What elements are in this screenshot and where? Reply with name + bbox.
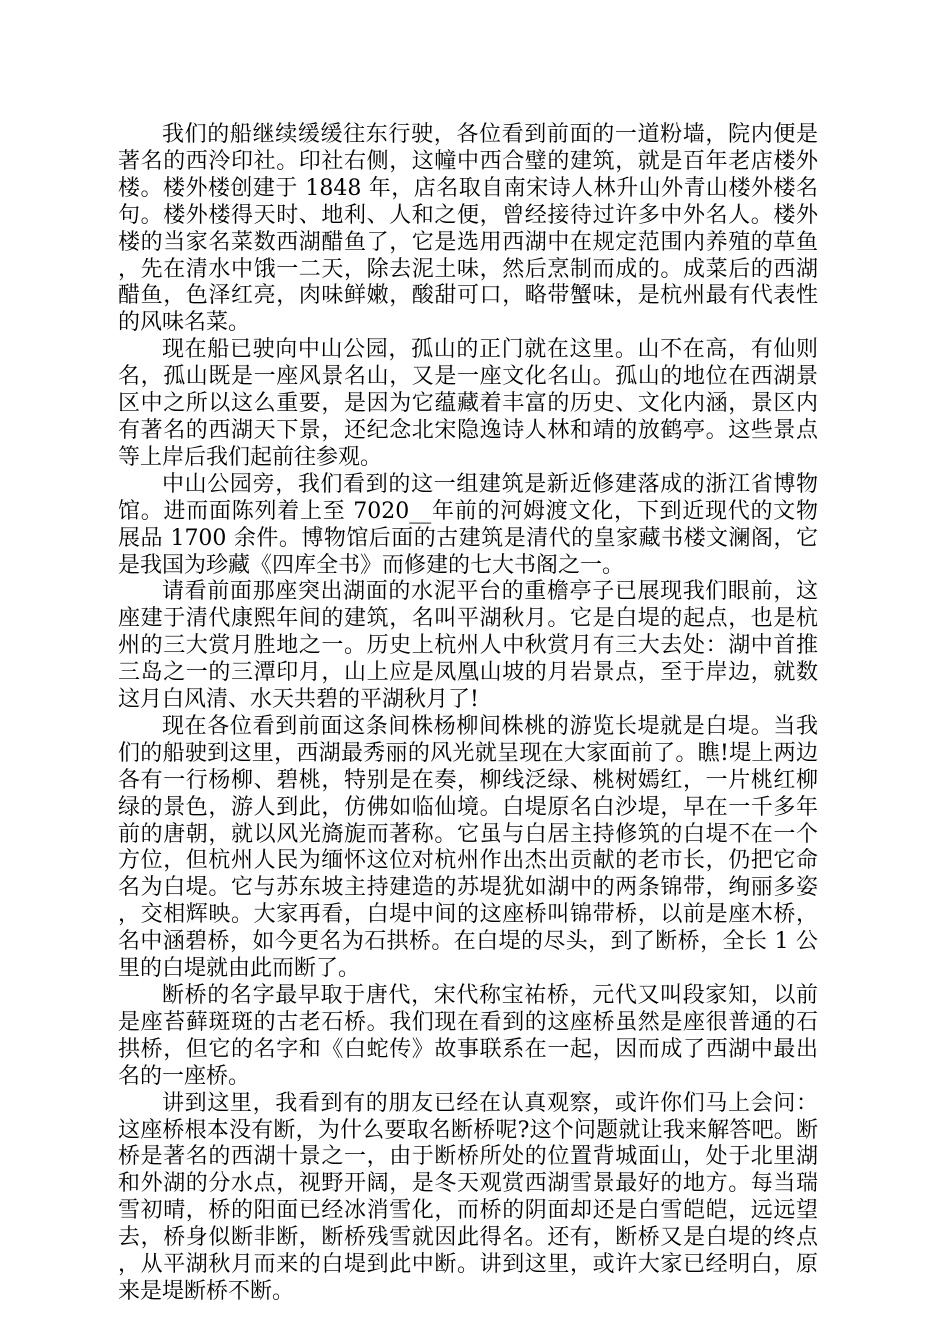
paragraph-pinghu-qiuyue: 请看前面那座突出湖面的水泥平台的重檐亭子已展现我们眼前，这座建于清代康熙年间的建筑，名叫平湖秋月。它是白堤的起点，也是杭州的三大赏月胜地之一。历史上杭州人中秋赏月有三大去处：湖中首推三岛之一的三潭印月，山上应是凤凰山坡的月岩景点，至于岸边，就数这月白风清、水天共碧的平湖秋月了! bbox=[118, 579, 818, 713]
paragraph-zhejiang-museum: 中山公园旁，我们看到的这一组建筑是新近修建落成的浙江省博物馆。进而面陈列着上至 7020__年前的河姆渡文化，下到近现代的文物展品 1700 余件。博物馆后面的古建筑是清代的皇家藏书楼文澜阁，它是我国为珍藏《四库全书》而修建的七大书阁之一。 bbox=[118, 471, 818, 578]
paragraph-zhongshan-park: 现在船已驶向中山公园，孤山的正门就在这里。山不在高，有仙则名，孤山既是一座风景名山，又是一座文化名山。孤山的地位在西湖景区中之所以这么重要，是因为它蕴藏着丰富的历史、文化内涵，景区内有著名的西湖天下景，还纪念北宋隐逸诗人林和靖的放鹤亭。这些景点等上岸后我们起前往参观。 bbox=[118, 337, 818, 470]
document-body bbox=[118, 122, 818, 1306]
paragraph-bai-causeway: 现在各位看到前面这条间株杨柳间株桃的游览长堤就是白堤。当我们的船驶到这里，西湖最秀丽的风光就呈现在大家面前了。瞧!堤上两边各有一行杨柳、碧桃，特别是在奏，柳线泛绿、桃树嫣红，一片桃红柳绿的景色，游人到此，仿佛如临仙境。白堤原名白沙堤，早在一千多年前的唐朝，就以风光旖旎而著称。它虽与白居主持修筑的白堤不在一个方位，但杭州人民为缅怀这位对杭州作出杰出贡献的老市长，仍把它命名为白堤。它与苏东坡主持建造的苏堤犹如湖中的两条锦带，绚丽多姿，交相辉映。大家再看，白堤中间的这座桥叫锦带桥，以前是座木桥，名中涵碧桥，如今更名为石拱桥。在白堤的尽头，到了断桥，全长 1 公里的白堤就由此而断了。 bbox=[118, 713, 818, 982]
paragraph-broken-bridge-explanation: 讲到这里，我看到有的朋友已经在认真观察，或许你们马上会问：这座桥根本没有断，为什么要取名断桥呢?这个问题就让我来解答吧。断桥是著名的西湖十景之一，由于断桥所处的位置背城面山，处于北里湖和外湖的分水点，视野开阔，是冬天观赏西湖雪景最好的地方。每当瑞雪初晴，桥的阳面已经冰消雪化，而桥的阴面却还是白雪皑皑，远远望去，桥身似断非断，断桥残雪就因此得名。还有，断桥又是白堤的终点，从平湖秋月而来的白堤到此中断。讲到这里，或许大家已经明白，原来是堤断桥不断。 bbox=[118, 1090, 818, 1304]
paragraph-broken-bridge-name: 断桥的名字最早取于唐代，宋代称宝祐桥，元代又叫段家知，以前是座苔藓斑斑的古老石桥。我们现在看到的这座桥虽然是座很普通的石拱桥，但它的名字和《白蛇传》故事联系在一起，因而成了西湖中最出名的一座桥。 bbox=[118, 983, 818, 1089]
paragraph-xiling-seal-society: 我们的船继续缓缓往东行驶，各位看到前面的一道粉墙，院内便是著名的西泠印社。印社右侧，这幢中西合璧的建筑，就是百年老店楼外楼。楼外楼创建于 1848 年，店名取自南宋诗人林升山外青山楼外楼名句。楼外楼得天时、地利、人和之便，曾经接待过许多中外名人。楼外楼的当家名菜数西湖醋鱼了，它是选用西湖中在规定范围内养殖的草鱼，先在清水中饿一二天，除去泥土味，然后烹制而成的。成菜后的西湖醋鱼，色泽红亮，肉味鲜嫩，酸甜可口，略带蟹味，是杭州最有代表性的风味名菜。 bbox=[118, 122, 818, 336]
